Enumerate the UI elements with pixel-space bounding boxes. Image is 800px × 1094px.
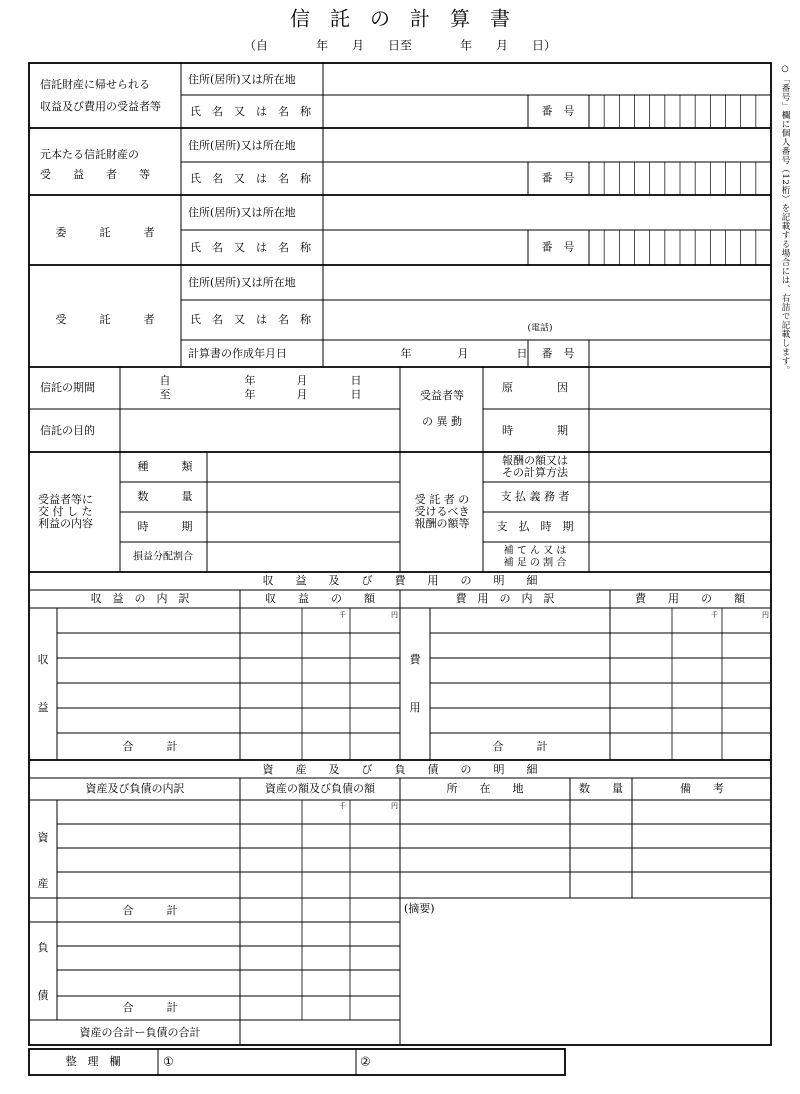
expense-amount-4[interactable] (612, 685, 769, 706)
asset-remarks-2[interactable] (634, 826, 769, 846)
number-digit-2[interactable] (604, 162, 619, 195)
form-label: 収 益 の 額 (265, 592, 375, 605)
form-label: 所 在 地 (446, 782, 524, 795)
form-label: 番 号 (541, 240, 575, 254)
number-digit-8[interactable] (695, 230, 710, 265)
number-digit-9[interactable] (710, 95, 725, 128)
reward-calc-label: その計算方法 (502, 466, 568, 479)
side-note: ○「番号」欄に個人番号（12桁）を記載する場合には、右詰で記載します。 (780, 64, 790, 375)
number-digit-11[interactable] (741, 162, 756, 195)
number-digit-11[interactable] (741, 230, 756, 265)
form-label: 資産の額及び負債の額 (265, 782, 375, 795)
form-label: 円 (391, 611, 398, 619)
income-expense-section-title: 収 益 及 び 費 用 の 明 細 (262, 574, 538, 587)
expense-item-4[interactable] (432, 685, 608, 706)
expense-item-1[interactable] (432, 610, 608, 631)
number-digit-2[interactable] (604, 230, 619, 265)
expense-amount-5[interactable] (612, 710, 769, 731)
number-digit-10[interactable] (726, 95, 741, 128)
form-label: 年 (400, 347, 412, 360)
form-label: 番 号 (541, 104, 575, 118)
income-amount-4[interactable] (242, 685, 348, 706)
asset-liability-section-title: 資 産 及 び 負 債 の 明 細 (262, 763, 538, 776)
number-digit-1[interactable] (589, 162, 604, 195)
time-field[interactable] (592, 411, 769, 450)
number-digit-4[interactable] (635, 95, 650, 128)
number-digit-8[interactable] (695, 162, 710, 195)
period-label: 信託の期間 (40, 381, 95, 394)
beneficiary-change-label: 受益者等 (420, 389, 464, 402)
reason-label: 原 因 (502, 381, 568, 394)
form-label: 千 (711, 611, 718, 619)
form-label: ① (163, 1054, 174, 1069)
form-label: 月 (296, 374, 308, 387)
form-label: 合 計 (492, 740, 548, 753)
phone-label: (電話) (527, 323, 553, 334)
benefit-field-1[interactable] (209, 454, 398, 480)
income-amount-3[interactable] (242, 660, 348, 681)
address-field-3[interactable] (326, 198, 769, 226)
time-label: 時 期 (502, 424, 568, 437)
reward-label: 報酬の額等 (414, 517, 470, 530)
form-label: 自 (159, 374, 171, 387)
form-label: 合 計 (122, 1001, 178, 1014)
form-label: 数 量 (137, 490, 193, 503)
asset-quantity-1[interactable] (572, 802, 630, 822)
reward-field-4[interactable] (592, 544, 769, 570)
form-label: 費 (409, 653, 421, 666)
asset-item-3[interactable] (59, 850, 238, 870)
form-label: 住所(居所)又は所在地 (188, 139, 296, 152)
expense-amount-1[interactable] (612, 610, 769, 631)
asset-amount-1[interactable] (242, 802, 348, 822)
allocation-label: 損益分配割合 (133, 551, 193, 563)
beneficiary-principal-label: 受 益 者 等 (40, 168, 150, 181)
payer-label: 支 払 義 務 者 (500, 490, 570, 503)
benefit-content-label: 交 付 し た (38, 505, 93, 518)
form-label: 資産及び負債の内訳 (85, 782, 185, 795)
form-label: 益 (37, 701, 49, 714)
number-digit-12[interactable] (756, 95, 771, 128)
form-title: 信 託 の 計 算 書 (290, 6, 510, 31)
asset-remarks-3[interactable] (634, 850, 769, 870)
compensation-label: 補 足 の 割 合 (503, 557, 567, 569)
asset-remarks-4[interactable] (634, 874, 769, 894)
form-label: 月 (296, 388, 308, 401)
beneficiary-income-label: 信託財産に帰せられる (40, 78, 150, 91)
form-label: 資 (37, 831, 49, 844)
number-digit-7[interactable] (680, 162, 695, 195)
form-label: 年 (244, 374, 256, 387)
arrange-field-2[interactable] (376, 1051, 563, 1073)
asset-quantity-4[interactable] (572, 874, 630, 894)
form-label: 氏 名 又 は 名 称 (190, 241, 311, 254)
number-digit-10[interactable] (726, 230, 741, 265)
net-amount-field[interactable] (242, 1022, 398, 1043)
beneficiary-principal-label: 元本たる信託財産の (40, 148, 139, 161)
asset-amount-2[interactable] (242, 826, 348, 846)
name-field-2[interactable] (326, 165, 526, 192)
asset-item-4[interactable] (59, 874, 238, 894)
income-item-5[interactable] (59, 710, 238, 731)
benefit-field-2[interactable] (209, 484, 398, 510)
liability-item-2[interactable] (59, 948, 238, 968)
created-date-label: 計算書の作成年月日 (188, 347, 287, 360)
number-digit-1[interactable] (589, 230, 604, 265)
purpose-label: 信託の目的 (40, 424, 95, 437)
form-label: 合 計 (122, 904, 178, 917)
number-digit-7[interactable] (680, 95, 695, 128)
arrange-field-1[interactable] (178, 1051, 354, 1073)
trustee-number-field[interactable] (592, 342, 769, 365)
trustee-address-field[interactable] (326, 268, 769, 297)
asset-quantity-3[interactable] (572, 850, 630, 870)
expense-item-3[interactable] (432, 660, 608, 681)
reward-field-3[interactable] (592, 514, 769, 540)
income-amount-5[interactable] (242, 710, 348, 731)
form-label: 負 (37, 941, 49, 954)
form-label: 住所(居所)又は所在地 (188, 276, 296, 289)
number-digit-7[interactable] (680, 230, 695, 265)
address-field-2[interactable] (326, 130, 769, 158)
form-label: 円 (762, 611, 769, 619)
form-label: 収 (37, 653, 49, 666)
income-item-4[interactable] (59, 685, 238, 706)
form-label: 円 (391, 802, 398, 810)
number-digit-3[interactable] (619, 162, 634, 195)
form-label: ② (360, 1054, 371, 1069)
reward-label: 受けるべき (414, 505, 470, 518)
form-label: 債 (37, 989, 49, 1002)
reward-calc-label: 報酬の額又は (502, 454, 568, 467)
form-label: 費 用 の 額 (635, 592, 745, 605)
form-label: 氏 名 又 は 名 称 (190, 105, 311, 118)
form-label: 数 量 (579, 782, 623, 795)
asset-amount-4[interactable] (242, 874, 348, 894)
number-digit-12[interactable] (756, 162, 771, 195)
income-amount-1[interactable] (242, 610, 348, 631)
form-label: 時 期 (137, 520, 193, 533)
form-label: 合 計 (122, 740, 178, 753)
income-item-2[interactable] (59, 635, 238, 656)
asset-quantity-2[interactable] (572, 826, 630, 846)
benefit-content-label: 利益の内容 (38, 517, 93, 530)
form-label: 番 号 (541, 171, 575, 185)
liability-amount-1[interactable] (242, 924, 348, 944)
number-digit-11[interactable] (741, 95, 756, 128)
name-field-3[interactable] (326, 233, 526, 262)
form-label: 番 号 (541, 347, 575, 360)
period-line: （自 年 月 日至 年 月 日） (243, 38, 557, 53)
number-digit-2[interactable] (604, 95, 619, 128)
reward-label: 受 託 者 の (414, 493, 470, 506)
liability-item-3[interactable] (59, 972, 238, 992)
settlor-label: 委 託 者 (55, 226, 155, 239)
number-digit-6[interactable] (665, 95, 680, 128)
form-label: 年 (244, 388, 256, 401)
form-label: 日 (516, 347, 528, 360)
purpose-field[interactable] (122, 411, 398, 450)
liability-amount-3[interactable] (242, 972, 348, 992)
number-digit-6[interactable] (665, 162, 680, 195)
reason-field[interactable] (592, 369, 769, 407)
expense-amount-2[interactable] (612, 635, 769, 656)
form-label: 氏 名 又 は 名 称 (190, 313, 311, 326)
summary-field[interactable] (404, 918, 769, 1043)
number-digit-6[interactable] (665, 230, 680, 265)
trustee-label: 受 託 者 (55, 313, 155, 326)
number-digit-12[interactable] (756, 230, 771, 265)
income-item-3[interactable] (59, 660, 238, 681)
beneficiary-change-label: の 異 動 (422, 415, 462, 428)
number-digit-4[interactable] (635, 230, 650, 265)
number-digit-4[interactable] (635, 162, 650, 195)
form-label: 備 考 (680, 782, 724, 795)
form-label: 住所(居所)又は所在地 (188, 206, 296, 219)
number-digit-5[interactable] (650, 162, 665, 195)
arrange-label: 整 理 欄 (65, 1055, 121, 1068)
reward-field-2[interactable] (592, 484, 769, 510)
summary-label: (摘要) (404, 902, 435, 915)
asset-remarks-1[interactable] (634, 802, 769, 822)
benefit-field-3[interactable] (209, 514, 398, 540)
form-label: 月 (457, 347, 469, 360)
compensation-label: 補 て ん 又 は (503, 545, 567, 557)
form-label: 住所(居所)又は所在地 (188, 73, 296, 86)
number-digit-3[interactable] (619, 95, 634, 128)
number-digit-10[interactable] (726, 162, 741, 195)
expense-item-5[interactable] (432, 710, 608, 731)
asset-location-1[interactable] (402, 802, 568, 822)
form-label: 種 類 (137, 460, 193, 473)
beneficiary-income-label: 収益及び費用の受益者等 (40, 100, 161, 113)
asset-location-2[interactable] (402, 826, 568, 846)
expense-item-2[interactable] (432, 635, 608, 656)
number-digit-1[interactable] (589, 95, 604, 128)
pay-time-label: 支 払 時 期 (496, 520, 574, 533)
asset-item-2[interactable] (59, 826, 238, 846)
asset-location-4[interactable] (402, 874, 568, 894)
asset-item-1[interactable] (59, 802, 238, 822)
number-digit-5[interactable] (650, 230, 665, 265)
number-digit-9[interactable] (710, 230, 725, 265)
trustee-name-field[interactable] (326, 303, 769, 325)
form-label: 氏 名 又 は 名 称 (190, 172, 311, 185)
reward-field-1[interactable] (592, 454, 769, 480)
form-label: 費 用 の 内 訳 (455, 592, 555, 605)
income-amount-2[interactable] (242, 635, 348, 656)
benefit-field-4[interactable] (209, 544, 398, 570)
form-label: 用 (409, 701, 421, 714)
net-label: 資産の合計ー負債の合計 (79, 1026, 201, 1039)
name-field-1[interactable] (326, 98, 526, 125)
liability-item-1[interactable] (59, 924, 238, 944)
asset-amount-3[interactable] (242, 850, 348, 870)
form-label: 千 (339, 611, 346, 619)
number-digit-9[interactable] (710, 162, 725, 195)
income-item-1[interactable] (59, 610, 238, 631)
expense-amount-3[interactable] (612, 660, 769, 681)
asset-location-3[interactable] (402, 850, 568, 870)
form-label: 千 (339, 802, 346, 810)
form-label: 日 (350, 374, 362, 387)
form-label: 日 (350, 388, 362, 401)
number-digit-5[interactable] (650, 95, 665, 128)
number-digit-8[interactable] (695, 95, 710, 128)
form-label: 産 (37, 877, 49, 890)
form-label: 収 益 の 内 訳 (90, 592, 190, 605)
benefit-content-label: 受益者等に (38, 493, 93, 506)
liability-amount-2[interactable] (242, 948, 348, 968)
number-digit-3[interactable] (619, 230, 634, 265)
address-field-1[interactable] (326, 63, 769, 91)
form-label: 至 (159, 388, 171, 401)
